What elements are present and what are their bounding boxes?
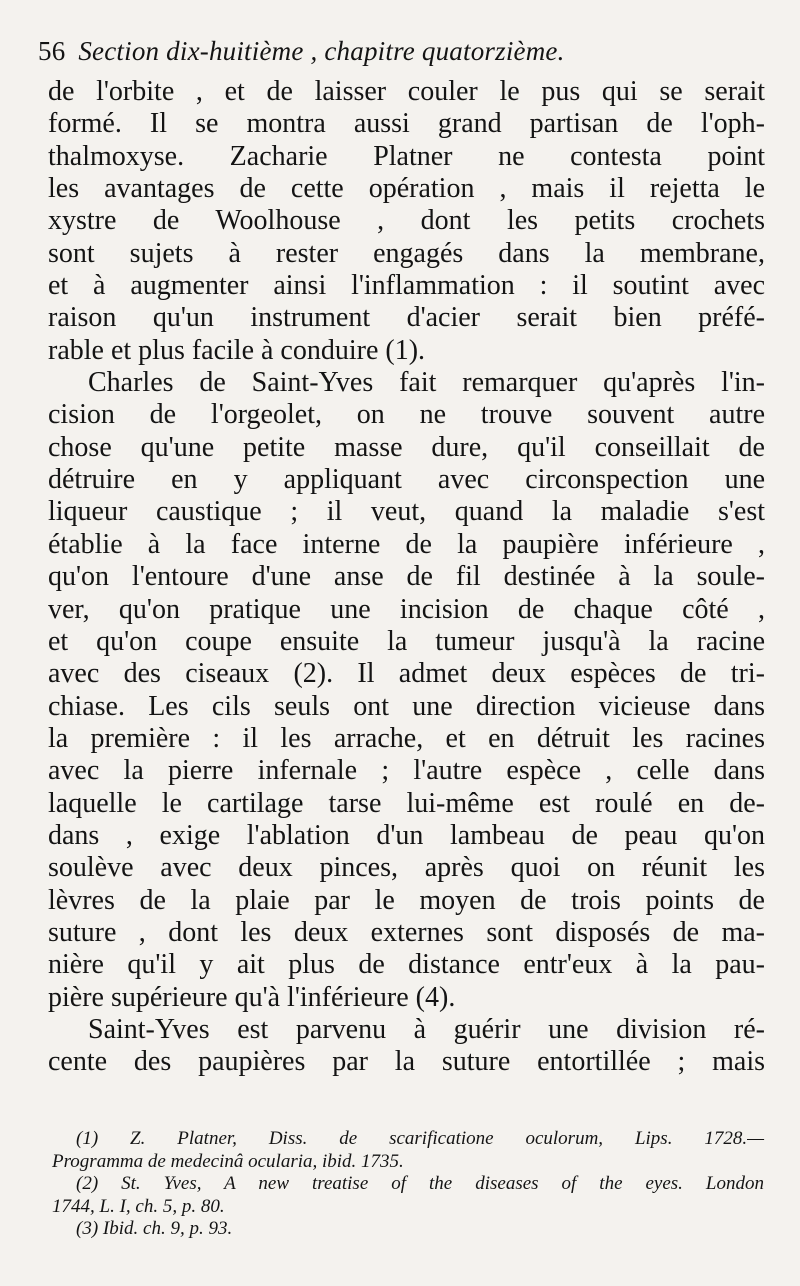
text-line: avec des ciseaux (2). Il admet deux espèces de tri- [48,658,765,690]
text-line: de l'orbite , et de laisser couler le pus qui se serait [48,76,765,107]
footnote-line: 1744, L. I, ch. 5, p. 80. [52,1195,225,1217]
text-line: la première : il les arrache, et en détruit les racines [48,722,765,754]
text-line: Charles de Saint-Yves fait remarquer qu'après l'in- [88,367,765,399]
text-line: pière supérieure qu'à l'inférieure (4). [48,981,456,1013]
text-line: ver, qu'on pratique une incision de chaque côté , [48,593,765,625]
text-line: liqueur caustique ; il veut, quand la maladie s'est [48,496,765,528]
running-header [38,36,565,67]
page-number: 56 [38,36,66,66]
footnote-line: Programma de medecinâ ocularia, ibid. 1735. [52,1150,404,1172]
text-line: xystre de Woolhouse , dont les petits crochets [48,205,765,237]
text-line: rable et plus facile à conduire (1). [48,334,426,366]
text-line: nière qu'il y ait plus de distance entr'eux à la pau- [48,949,765,981]
text-line: sont sujets à rester engagés dans la membrane, [48,237,765,269]
running-title: Section dix-huitième , chapitre quatorzième. [78,36,565,66]
text-line: suture , dont les deux externes sont disposés de ma- [48,916,765,948]
text-line: détruire en y appliquant avec circonspection une [48,464,765,496]
text-line: lèvres de la plaie par le moyen de trois points de [48,884,765,916]
text-line: Saint-Yves est parvenu à guérir une division ré- [88,1013,765,1045]
text-line: établie à la face interne de la paupière inférieure , [48,528,765,560]
text-line: les avantages de cette opération , mais il rejetta le [48,173,765,205]
text-line: et à augmenter ainsi l'inflammation : il soutint avec [48,270,765,302]
text-line: soulève avec deux pinces, après quoi on réunit les [48,852,765,884]
text-line: avec la pierre infernale ; l'autre espèce , celle dans [48,755,765,787]
text-line: chiase. Les cils seuls ont une direction vicieuse dans [48,690,765,722]
text-line: cente des paupières par la suture entortillée ; mais [48,1046,765,1078]
text-line: formé. Il se montra aussi grand partisan de l'oph- [48,108,765,140]
footnote-line: (3) Ibid. ch. 9, p. 93. [76,1218,233,1240]
text-line: qu'on l'entoure d'une anse de fil destinée à la soule- [48,561,765,593]
text-line: thalmoxyse. Zacharie Platner ne contesta point [48,140,765,172]
text-line: et qu'on coupe ensuite la tumeur jusqu'à la racine [48,625,765,657]
text-line: chose qu'une petite masse dure, qu'il conseillait de [48,431,765,463]
footnote-line: (1) Z. Platner, Diss. de scarificatione oculorum, Lips. 1728.— [76,1128,764,1149]
text-line: cision de l'orgeolet, on ne trouve souvent autre [48,399,765,431]
footnotes [52,1128,764,1241]
footnote-line: (2) St. Yves, A new treatise of the diseases of the eyes. London [76,1173,764,1195]
text-line: laquelle le cartilage tarse lui-même est roulé en de- [48,787,765,819]
body-text [48,76,765,1079]
text-line: raison qu'un instrument d'acier serait bien préfé- [48,302,765,334]
text-line: dans , exige l'ablation d'un lambeau de peau qu'on [48,819,765,851]
